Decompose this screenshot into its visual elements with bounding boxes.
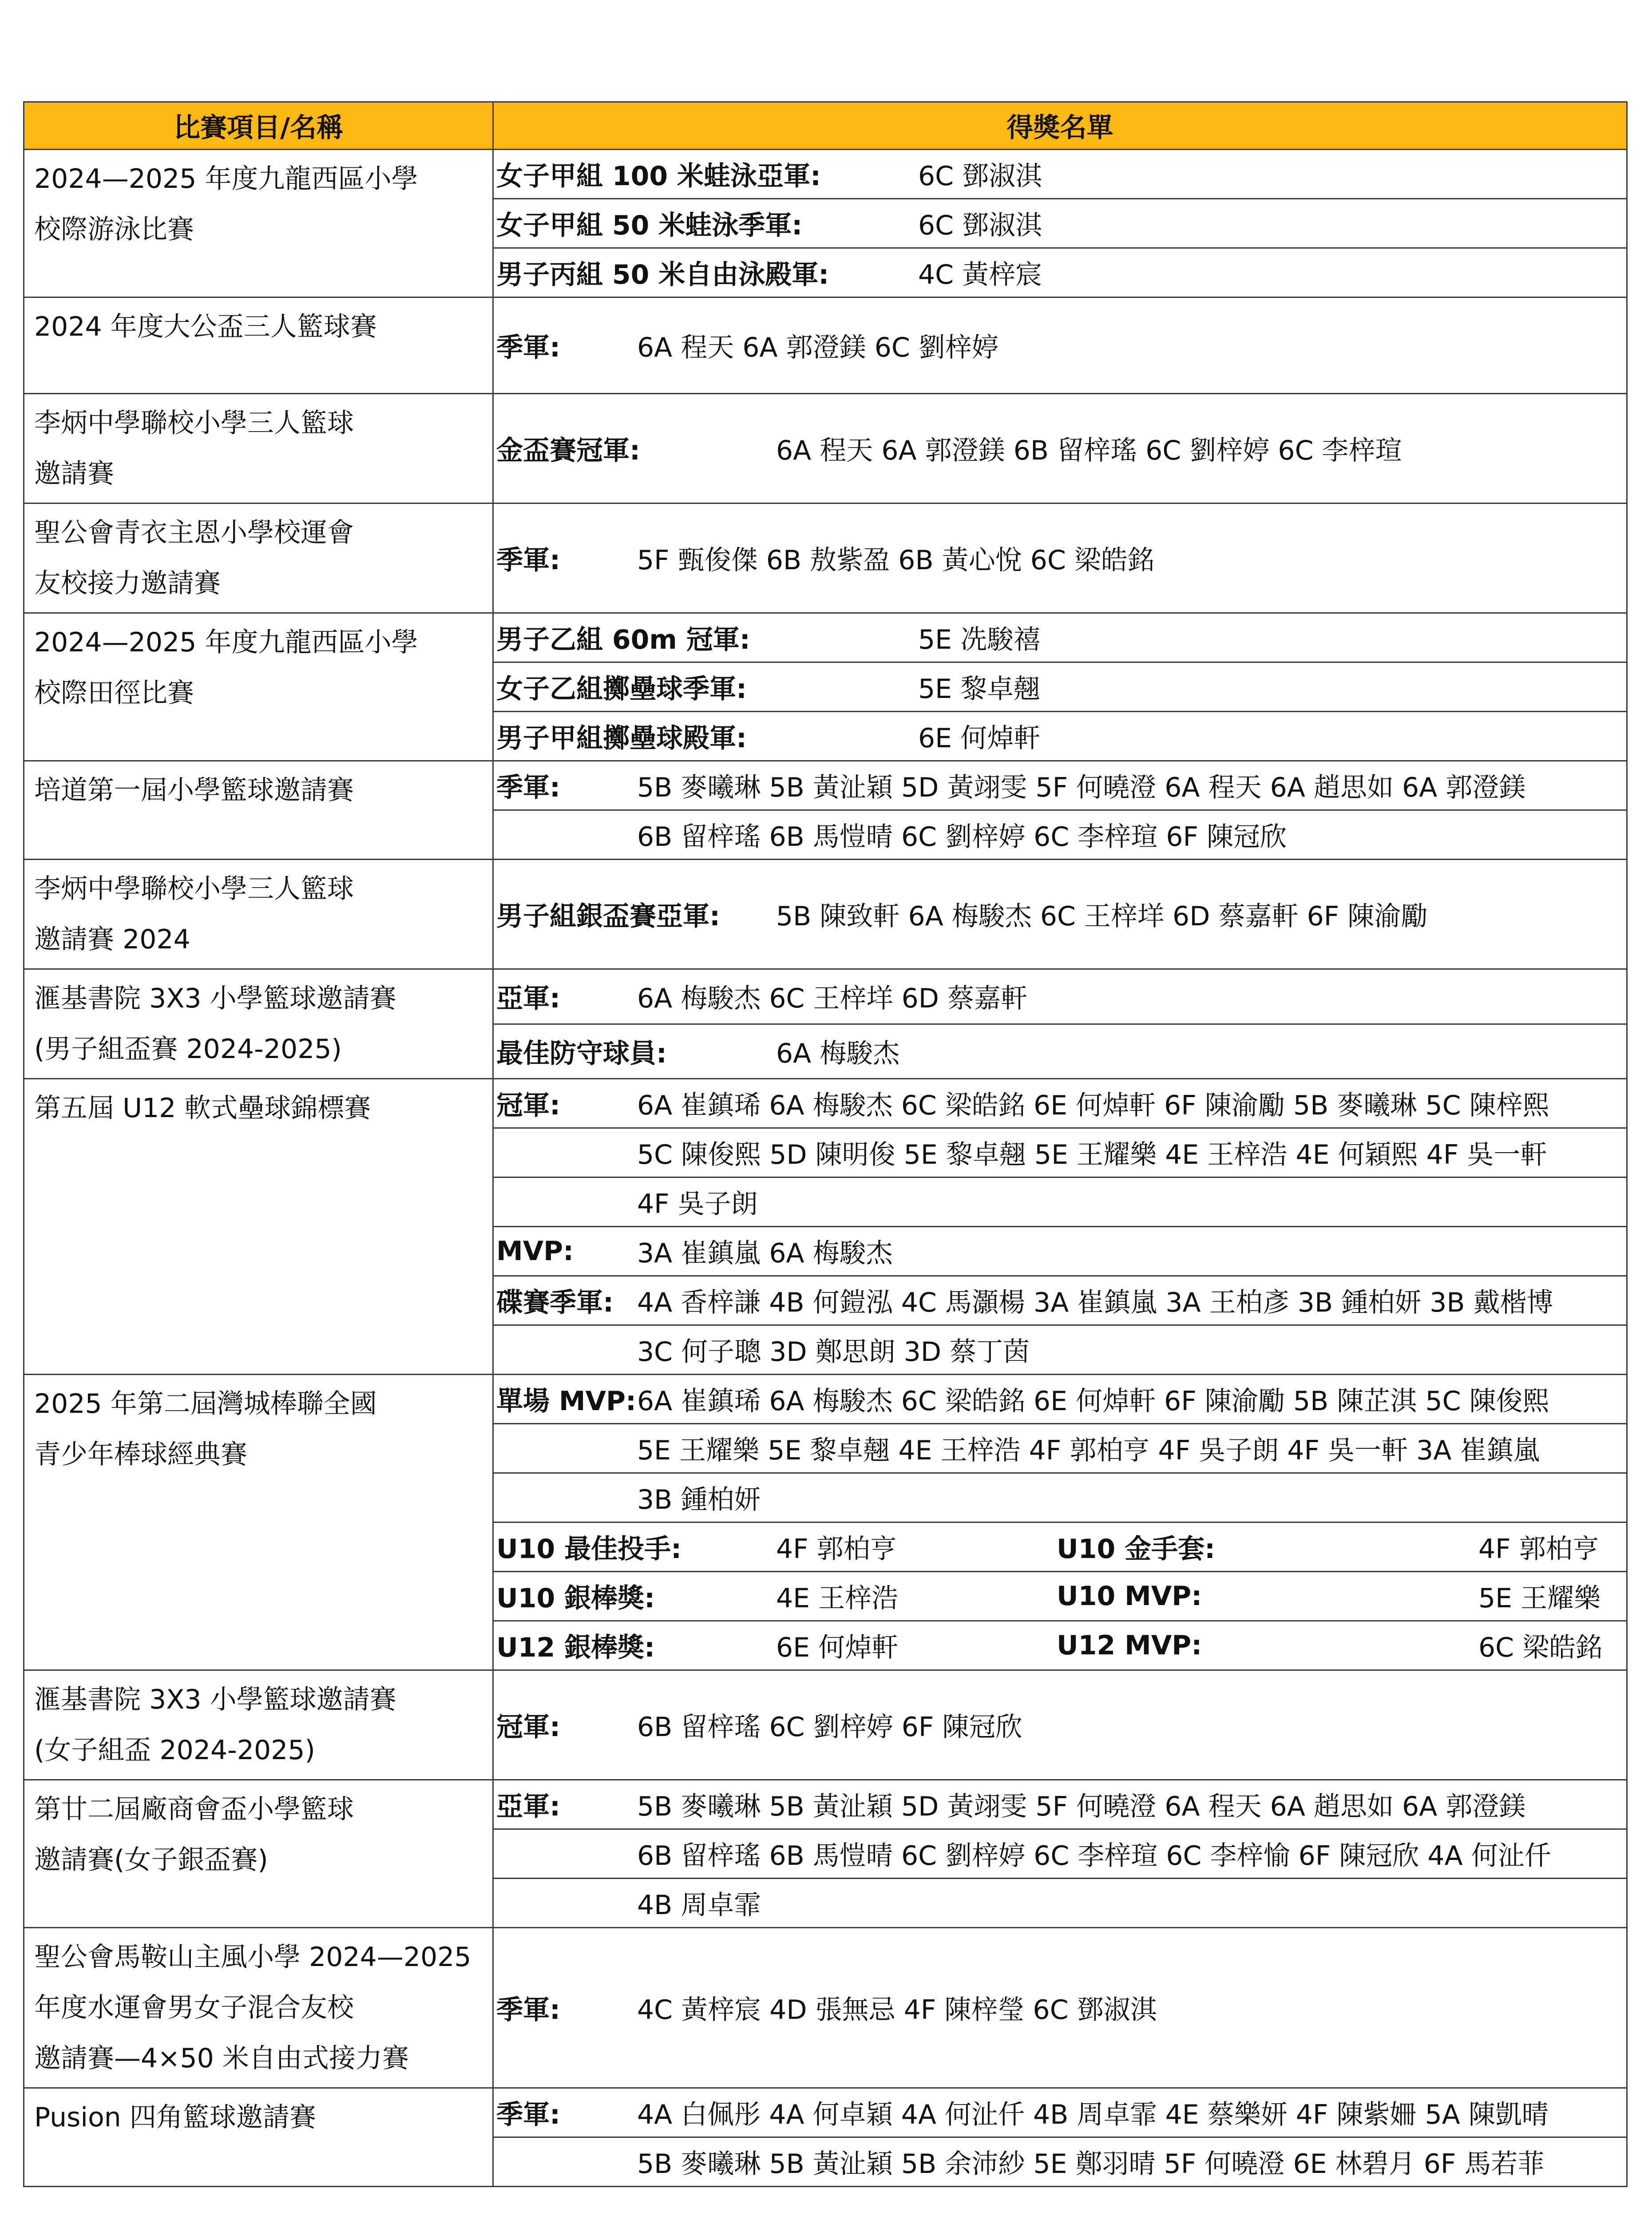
event-name-line: 2024—2025 年度九龍西區小學 (34, 627, 418, 658)
award-row (24, 761, 1627, 810)
award-winners: 6C 鄧淑淇 (918, 210, 1042, 241)
event-name-line: 第廿二屆廠商會盃小學籃球 (34, 1794, 354, 1825)
award-winners: 6A 梅駿杰 6C 王梓垟 6D 蔡嘉軒 (637, 983, 1028, 1015)
award-cell (493, 1079, 1627, 1128)
award-winners: 3C 何子聰 3D 鄭思朗 3D 蔡丁茵 (637, 1336, 1030, 1368)
event-name-line: 友校接力邀請賽 (34, 568, 221, 599)
award-label-secondary: U12 MVP: (1057, 1630, 1202, 1661)
award-winners: 4B 周卓霏 (637, 1890, 761, 1921)
award-cell (493, 1572, 1627, 1621)
award-cell (493, 1780, 1627, 1829)
award-row (24, 503, 1627, 613)
event-name-line: 聖公會青衣主恩小學校運會 (34, 517, 354, 548)
award-winners: 4A 香梓謙 4B 何鎧泓 4C 馬灝楊 3A 崔鎮嵐 3A 王柏彥 3B 鍾柏妍 3B 戴楷博 (637, 1287, 1553, 1318)
event-name-line: 聖公會馬鞍山主風小學 2024—2025 (34, 1942, 471, 1973)
award-label: 單場 MVP: (496, 1386, 636, 1417)
award-label: 男子乙組 60m 冠軍: (496, 624, 750, 655)
award-label: 碟賽季軍: (496, 1287, 614, 1318)
award-winners: 5B 陳致軒 6A 梅駿杰 6C 王梓垟 6D 蔡嘉軒 6F 陳渝勵 (776, 901, 1428, 932)
award-winners: 5F 甄俊傑 6B 敖紫盈 6B 黃心悅 6C 梁皓銘 (637, 545, 1154, 576)
awards-sheet (23, 101, 1626, 2187)
award-cell (493, 248, 1627, 297)
award-label: 季軍: (496, 2099, 560, 2130)
award-winners: 4C 黃梓宸 (918, 259, 1042, 290)
event-name (24, 1375, 493, 1670)
event-name-line: 2025 年第二屆灣城棒聯全國 (34, 1388, 377, 1419)
award-row (24, 150, 1627, 199)
event-name-line: 第五屆 U12 軟式壘球錦標賽 (34, 1093, 371, 1124)
award-row (24, 297, 1627, 394)
award-cell (493, 969, 1627, 1024)
award-winners: 6E 何焯軒 (776, 1632, 899, 1663)
award-row (24, 1780, 1627, 1829)
event-name-line: 校際游泳比賽 (34, 214, 194, 245)
award-label: U12 銀棒獎: (496, 1632, 655, 1663)
event-name (24, 2088, 493, 2187)
award-winners: 4C 黃梓宸 4D 張無忌 4F 陳梓瑩 6C 鄧淑淇 (637, 1994, 1157, 2026)
event-name (24, 613, 493, 761)
award-label-secondary: U10 金手套: (1057, 1534, 1216, 1565)
event-name-line: 2024 年度大公盃三人籃球賽 (34, 311, 377, 342)
award-winners: 6B 留梓瑤 6C 劉梓婷 6F 陳冠欣 (637, 1712, 1022, 1743)
awards-body (24, 150, 1627, 2187)
event-name-line: 李炳中學聯校小學三人籃球 (34, 408, 354, 439)
award-winners: 3A 崔鎮嵐 6A 梅駿杰 (637, 1238, 893, 1269)
award-cell (493, 712, 1627, 761)
award-cell (493, 1473, 1627, 1522)
event-name (24, 297, 493, 394)
award-cell (493, 1621, 1627, 1670)
award-cell (493, 1879, 1627, 1928)
award-label: 季軍: (496, 1994, 560, 2026)
award-winners: 4E 王梓浩 (776, 1583, 899, 1614)
header-event: 比賽項目/名稱 (24, 102, 493, 150)
award-label: 女子乙組擲壘球季軍: (496, 674, 747, 705)
event-name-line: 李炳中學聯校小學三人籃球 (34, 873, 354, 904)
header-row (24, 102, 1627, 150)
award-cell (493, 1375, 1627, 1424)
award-winners: 5C 陳俊熙 5D 陳明俊 5E 黎卓翹 5E 王耀樂 4E 王梓浩 4E 何穎熙 4F 吳一軒 (637, 1139, 1547, 1170)
award-cell (493, 1928, 1627, 2088)
event-name-line: 校際田徑比賽 (34, 678, 194, 709)
award-cell (493, 613, 1627, 662)
event-name-line: 邀請賽(女子銀盃賽) (34, 1844, 268, 1875)
award-label: 男子丙組 50 米自由泳殿軍: (496, 259, 829, 290)
award-cell (493, 1325, 1627, 1375)
award-winners: 6A 梅駿杰 (776, 1038, 900, 1069)
event-name-line: Pusion 四角籃球邀請賽 (34, 2102, 316, 2133)
award-winners: 6E 何焯軒 (918, 723, 1041, 754)
award-label: 女子甲組 50 米蛙泳季軍: (496, 210, 803, 241)
award-winners: 5E 冼駿禧 (918, 624, 1041, 655)
event-name (24, 1780, 493, 1928)
award-cell (493, 1177, 1627, 1227)
award-label: 亞軍: (496, 1791, 560, 1822)
award-winners: 5E 黎卓翹 (918, 674, 1041, 705)
award-row (24, 2088, 1627, 2137)
award-cell (493, 2088, 1627, 2137)
award-cell (493, 297, 1627, 394)
award-row (24, 394, 1627, 503)
award-cell (493, 1024, 1627, 1079)
event-name-line: 2024—2025 年度九龍西區小學 (34, 163, 418, 194)
award-row (24, 1670, 1627, 1780)
event-name (24, 1928, 493, 2088)
award-winners: 4F 吳子朗 (637, 1189, 758, 1220)
award-cell (493, 1276, 1627, 1325)
award-winners: 6B 留梓瑤 6B 馬愷晴 6C 劉梓婷 6C 李梓瑄 6F 陳冠欣 (637, 821, 1287, 852)
award-label: U10 銀棒獎: (496, 1583, 655, 1614)
award-cell (493, 1424, 1627, 1473)
award-row (24, 969, 1627, 1024)
award-winners: 6A 崔鎮琋 6A 梅駿杰 6C 梁皓銘 6E 何焯軒 6F 陳渝勵 5B 麥曦琳 5C 陳梓熙 (637, 1090, 1549, 1121)
award-label: 季軍: (496, 772, 560, 803)
award-cell (493, 394, 1627, 503)
award-label: U10 最佳投手: (496, 1534, 682, 1565)
award-label: 冠軍: (496, 1090, 560, 1121)
award-winners: 6B 留梓瑤 6B 馬愷晴 6C 劉梓婷 6C 李梓瑄 6C 李梓愉 6F 陳冠欣 4A 何沚仟 (637, 1840, 1551, 1871)
award-row (24, 1079, 1627, 1128)
header-winners: 得獎名單 (493, 102, 1627, 150)
award-cell (493, 199, 1627, 248)
awards-table (23, 101, 1628, 2187)
award-winners-secondary: 5E 王耀樂 (1478, 1583, 1601, 1614)
event-name-line: 滙基書院 3X3 小學籃球邀請賽 (34, 983, 396, 1014)
award-winners: 3B 鍾柏妍 (637, 1484, 761, 1515)
award-cell (493, 860, 1627, 969)
award-label: 男子甲組擲壘球殿軍: (496, 723, 747, 754)
award-winners: 5B 麥曦琳 5B 黃沚穎 5B 余沛紗 5E 鄭羽晴 5F 何曉澄 6E 林碧月 6F 馬若菲 (637, 2149, 1545, 2180)
award-winners: 5B 麥曦琳 5B 黃沚穎 5D 黃翊雯 5F 何曉澄 6A 程天 6A 趙思如 6A 郭澄鎂 (637, 1791, 1526, 1822)
award-winners: 6A 程天 6A 郭澄鎂 6B 留梓瑤 6C 劉梓婷 6C 李梓瑄 (776, 435, 1402, 466)
award-label: 最佳防守球員: (496, 1038, 667, 1069)
event-name (24, 969, 493, 1079)
event-name (24, 394, 493, 503)
event-name-line: (女子組盃 2024-2025) (34, 1735, 315, 1766)
award-row (24, 613, 1627, 662)
event-name-line: 邀請賽—4×50 米自由式接力賽 (34, 2043, 409, 2074)
award-label: 冠軍: (496, 1712, 560, 1743)
award-cell (493, 1227, 1627, 1276)
award-winners-secondary: 4F 郭柏亨 (1478, 1534, 1599, 1565)
award-winners: 4F 郭柏亨 (776, 1534, 897, 1565)
event-name-line: 滙基書院 3X3 小學籃球邀請賽 (34, 1684, 396, 1715)
event-name (24, 860, 493, 969)
award-label: 金盃賽冠軍: (496, 435, 640, 466)
award-label: MVP: (496, 1236, 574, 1267)
award-label: 男子組銀盃賽亞軍: (496, 901, 720, 932)
event-name-line: 年度水運會男女子混合友校 (34, 1992, 354, 2023)
award-cell (493, 2137, 1627, 2187)
award-winners-secondary: 6C 梁皓銘 (1478, 1632, 1603, 1663)
award-cell (493, 1829, 1627, 1879)
award-row (24, 860, 1627, 969)
award-cell (493, 1670, 1627, 1780)
event-name (24, 761, 493, 860)
award-cell (493, 1522, 1627, 1572)
award-winners: 6A 崔鎮琋 6A 梅駿杰 6C 梁皓銘 6E 何焯軒 6F 陳渝勵 5B 陳芷淇 5C 陳俊熙 (637, 1386, 1549, 1417)
event-name (24, 1079, 493, 1375)
event-name-line: 培道第一屆小學籃球邀請賽 (34, 775, 354, 806)
award-row (24, 1375, 1627, 1424)
event-name (24, 1670, 493, 1780)
award-cell (493, 810, 1627, 860)
award-cell (493, 1128, 1627, 1177)
event-name-line: 青少年棒球經典賽 (34, 1439, 247, 1470)
event-name (24, 503, 493, 613)
award-winners: 5E 王耀樂 5E 黎卓翹 4E 王梓浩 4F 郭柏亨 4F 吳子朗 4F 吳一軒 3A 崔鎮嵐 (637, 1435, 1540, 1466)
award-label: 女子甲組 100 米蛙泳亞軍: (496, 161, 821, 192)
event-name-line: 邀請賽 (34, 458, 114, 489)
award-cell (493, 662, 1627, 712)
event-name-line: (男子組盃賽 2024-2025) (34, 1034, 342, 1065)
award-row (24, 1928, 1627, 2088)
award-label: 季軍: (496, 545, 560, 576)
award-winners: 5B 麥曦琳 5B 黃沚穎 5D 黃翊雯 5F 何曉澄 6A 程天 6A 趙思如 6A 郭澄鎂 (637, 772, 1526, 803)
award-cell (493, 503, 1627, 613)
award-cell (493, 761, 1627, 810)
award-label: 亞軍: (496, 983, 560, 1015)
award-winners: 4A 白佩彤 4A 何卓穎 4A 何沚仟 4B 周卓霏 4E 蔡樂妍 4F 陳紫姍 5A 陳凱晴 (637, 2099, 1549, 2130)
award-winners: 6A 程天 6A 郭澄鎂 6C 劉梓婷 (637, 332, 998, 363)
award-label-secondary: U10 MVP: (1057, 1581, 1202, 1612)
award-winners: 6C 鄧淑淇 (918, 161, 1042, 192)
event-name (24, 150, 493, 297)
event-name-line: 邀請賽 2024 (34, 924, 190, 955)
award-label: 季軍: (496, 332, 560, 363)
award-cell (493, 150, 1627, 199)
